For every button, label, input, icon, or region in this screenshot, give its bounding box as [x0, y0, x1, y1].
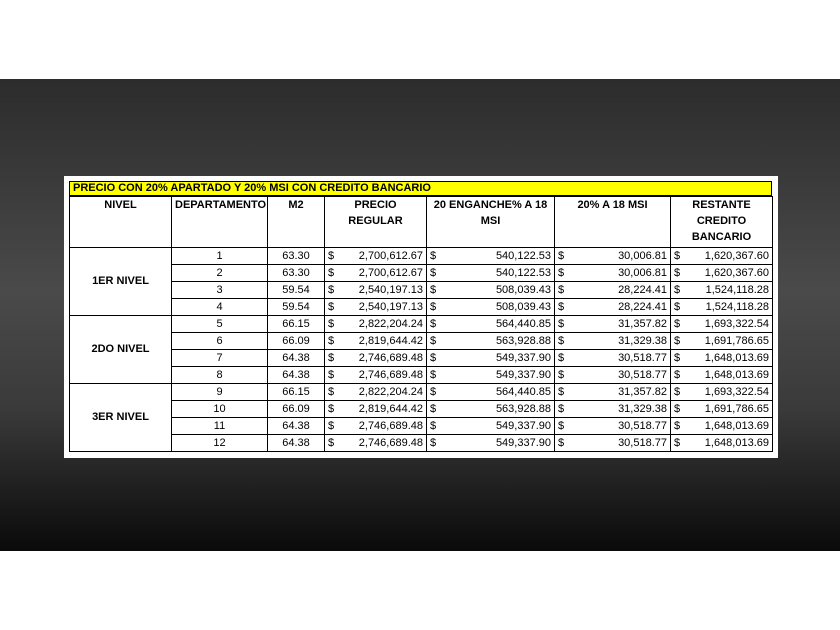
- amount-value: 1,648,013.69: [704, 436, 769, 449]
- amount-value: 2,700,612.67: [358, 266, 423, 279]
- currency-symbol: $: [558, 402, 565, 415]
- amount-value: 1,693,322.54: [704, 317, 769, 330]
- cell-restante: [671, 384, 773, 401]
- amount-value: 564,440.85: [495, 385, 551, 398]
- currency-symbol: $: [430, 419, 437, 432]
- currency-symbol: $: [674, 419, 681, 432]
- cell-m2: 66.09: [268, 401, 325, 418]
- amount-value: 549,337.90: [495, 368, 551, 381]
- amount-value: 1,648,013.69: [704, 351, 769, 364]
- cell-departamento: 3: [172, 282, 268, 299]
- cell-m2: 59.54: [268, 282, 325, 299]
- cell-m2: 59.54: [268, 299, 325, 316]
- currency-symbol: $: [430, 317, 437, 330]
- amount-value: 1,524,118.28: [705, 300, 769, 313]
- cell-m2: 66.15: [268, 316, 325, 333]
- currency-symbol: $: [430, 266, 437, 279]
- cell-departamento: 4: [172, 299, 268, 316]
- currency-symbol: $: [328, 368, 335, 381]
- table-row: [70, 248, 773, 265]
- cell-precio: [325, 265, 427, 282]
- amount-value: 1,691,786.65: [704, 402, 769, 415]
- currency-symbol: $: [430, 283, 437, 296]
- cell-precio: [325, 316, 427, 333]
- cell-precio: [325, 384, 427, 401]
- cell-msi: [555, 333, 671, 350]
- amount-value: 1,693,322.54: [704, 385, 769, 398]
- cell-enganche: [427, 384, 555, 401]
- currency-symbol: $: [328, 266, 335, 279]
- cell-msi: [555, 299, 671, 316]
- level-label: 2DO NIVEL: [70, 316, 172, 384]
- header-precio-regular: PRECIO REGULAR: [325, 197, 427, 248]
- cell-m2: 63.30: [268, 265, 325, 282]
- amount-value: 540,122.53: [495, 266, 551, 279]
- amount-value: 2,819,644.42: [358, 334, 423, 347]
- currency-symbol: $: [328, 300, 335, 313]
- table-row: [70, 367, 773, 384]
- cell-precio: [325, 299, 427, 316]
- amount-value: 549,337.90: [495, 436, 551, 449]
- cell-departamento: 1: [172, 248, 268, 265]
- amount-value: 549,337.90: [495, 351, 551, 364]
- amount-value: 2,746,689.48: [358, 419, 423, 432]
- cell-m2: 66.09: [268, 333, 325, 350]
- amount-value: 540,122.53: [495, 249, 551, 262]
- price-table: [69, 196, 773, 452]
- amount-value: 30,006.81: [618, 266, 667, 279]
- cell-precio: [325, 282, 427, 299]
- amount-value: 563,928.88: [495, 334, 551, 347]
- amount-value: 30,518.77: [618, 436, 667, 449]
- amount-value: 28,224.41: [618, 283, 667, 296]
- cell-departamento: 12: [172, 435, 268, 452]
- currency-symbol: $: [674, 317, 681, 330]
- cell-msi: [555, 282, 671, 299]
- cell-precio: [325, 367, 427, 384]
- header-departamento: DEPARTAMENTO: [172, 197, 268, 248]
- table-row: [70, 418, 773, 435]
- currency-symbol: $: [674, 249, 681, 262]
- currency-symbol: $: [558, 351, 565, 364]
- header-m2: M2: [268, 197, 325, 248]
- amount-value: 30,518.77: [618, 419, 667, 432]
- level-label: 3ER NIVEL: [70, 384, 172, 452]
- table-row: [70, 350, 773, 367]
- cell-restante: [671, 282, 773, 299]
- amount-value: 2,540,197.13: [358, 283, 423, 296]
- table-body: [70, 248, 773, 452]
- currency-symbol: $: [430, 249, 437, 262]
- cell-msi: [555, 401, 671, 418]
- amount-value: 1,620,367.60: [704, 266, 769, 279]
- cell-m2: 63.30: [268, 248, 325, 265]
- table-row: [70, 333, 773, 350]
- currency-symbol: $: [328, 249, 335, 262]
- header-nivel: NIVEL: [70, 197, 172, 248]
- cell-msi: [555, 367, 671, 384]
- currency-symbol: $: [674, 283, 681, 296]
- cell-restante: [671, 401, 773, 418]
- cell-departamento: 11: [172, 418, 268, 435]
- amount-value: 28,224.41: [618, 300, 667, 313]
- currency-symbol: $: [328, 334, 335, 347]
- amount-value: 2,822,204.24: [358, 317, 423, 330]
- currency-symbol: $: [328, 419, 335, 432]
- currency-symbol: $: [558, 317, 565, 330]
- currency-symbol: $: [430, 385, 437, 398]
- cell-precio: [325, 350, 427, 367]
- cell-enganche: [427, 299, 555, 316]
- cell-restante: [671, 350, 773, 367]
- table-row: [70, 316, 773, 333]
- cell-msi: [555, 265, 671, 282]
- cell-enganche: [427, 316, 555, 333]
- table-banner-title: PRECIO CON 20% APARTADO Y 20% MSI CON CREDITO BANCARIO: [69, 181, 772, 196]
- cell-restante: [671, 418, 773, 435]
- cell-enganche: [427, 265, 555, 282]
- currency-symbol: $: [430, 334, 437, 347]
- cell-enganche: [427, 248, 555, 265]
- cell-msi: [555, 384, 671, 401]
- cell-m2: 64.38: [268, 418, 325, 435]
- amount-value: 1,648,013.69: [704, 419, 769, 432]
- table-row: [70, 384, 773, 401]
- currency-symbol: $: [430, 351, 437, 364]
- table-row: [70, 265, 773, 282]
- cell-departamento: 2: [172, 265, 268, 282]
- currency-symbol: $: [674, 300, 681, 313]
- amount-value: 1,691,786.65: [704, 334, 769, 347]
- currency-symbol: $: [328, 283, 335, 296]
- cell-restante: [671, 248, 773, 265]
- cell-restante: [671, 435, 773, 452]
- header-row: [70, 197, 773, 248]
- cell-msi: [555, 316, 671, 333]
- amount-value: 1,524,118.28: [705, 283, 769, 296]
- amount-value: 563,928.88: [495, 402, 551, 415]
- currency-symbol: $: [674, 351, 681, 364]
- currency-symbol: $: [558, 300, 565, 313]
- currency-symbol: $: [328, 351, 335, 364]
- amount-value: 549,337.90: [495, 419, 551, 432]
- amount-value: 1,648,013.69: [704, 368, 769, 381]
- header-msi: 20% A 18 MSI: [555, 197, 671, 248]
- cell-departamento: 7: [172, 350, 268, 367]
- cell-departamento: 5: [172, 316, 268, 333]
- currency-symbol: $: [328, 436, 335, 449]
- header-restante: RESTANTE CREDITO BANCARIO: [671, 197, 773, 248]
- currency-symbol: $: [674, 334, 681, 347]
- amount-value: 2,746,689.48: [358, 351, 423, 364]
- currency-symbol: $: [674, 266, 681, 279]
- cell-departamento: 10: [172, 401, 268, 418]
- amount-value: 2,746,689.48: [358, 368, 423, 381]
- amount-value: 1,620,367.60: [704, 249, 769, 262]
- currency-symbol: $: [430, 300, 437, 313]
- currency-symbol: $: [674, 436, 681, 449]
- currency-symbol: $: [558, 368, 565, 381]
- amount-value: 30,518.77: [618, 368, 667, 381]
- cell-precio: [325, 248, 427, 265]
- amount-value: 508,039.43: [495, 283, 551, 296]
- currency-symbol: $: [328, 402, 335, 415]
- amount-value: 30,006.81: [618, 249, 667, 262]
- table-row: [70, 401, 773, 418]
- currency-symbol: $: [558, 266, 565, 279]
- cell-restante: [671, 333, 773, 350]
- amount-value: 2,822,204.24: [358, 385, 423, 398]
- amount-value: 31,329.38: [618, 402, 667, 415]
- cell-precio: [325, 333, 427, 350]
- cell-enganche: [427, 401, 555, 418]
- currency-symbol: $: [674, 402, 681, 415]
- cell-msi: [555, 248, 671, 265]
- cell-precio: [325, 401, 427, 418]
- cell-departamento: 9: [172, 384, 268, 401]
- cell-m2: 64.38: [268, 350, 325, 367]
- currency-symbol: $: [558, 283, 565, 296]
- cell-enganche: [427, 350, 555, 367]
- amount-value: 2,700,612.67: [358, 249, 423, 262]
- cell-m2: 64.38: [268, 435, 325, 452]
- currency-symbol: $: [328, 317, 335, 330]
- currency-symbol: $: [558, 249, 565, 262]
- cell-precio: [325, 435, 427, 452]
- cell-departamento: 8: [172, 367, 268, 384]
- currency-symbol: $: [558, 385, 565, 398]
- currency-symbol: $: [558, 334, 565, 347]
- currency-symbol: $: [430, 436, 437, 449]
- price-sheet: [64, 176, 778, 458]
- amount-value: 2,746,689.48: [358, 436, 423, 449]
- cell-restante: [671, 367, 773, 384]
- currency-symbol: $: [430, 368, 437, 381]
- table-row: [70, 282, 773, 299]
- amount-value: 31,329.38: [618, 334, 667, 347]
- cell-enganche: [427, 435, 555, 452]
- cell-restante: [671, 299, 773, 316]
- currency-symbol: $: [674, 368, 681, 381]
- table-row: [70, 435, 773, 452]
- amount-value: 31,357.82: [618, 317, 667, 330]
- cell-restante: [671, 265, 773, 282]
- cell-enganche: [427, 333, 555, 350]
- currency-symbol: $: [328, 385, 335, 398]
- amount-value: 2,540,197.13: [358, 300, 423, 313]
- cell-enganche: [427, 418, 555, 435]
- amount-value: 2,819,644.42: [358, 402, 423, 415]
- cell-enganche: [427, 282, 555, 299]
- cell-precio: [325, 418, 427, 435]
- cell-msi: [555, 435, 671, 452]
- level-label: 1ER NIVEL: [70, 248, 172, 316]
- cell-departamento: 6: [172, 333, 268, 350]
- cell-m2: 64.38: [268, 367, 325, 384]
- currency-symbol: $: [558, 436, 565, 449]
- amount-value: 564,440.85: [495, 317, 551, 330]
- currency-symbol: $: [674, 385, 681, 398]
- currency-symbol: $: [430, 402, 437, 415]
- header-enganche: 20 ENGANCHE% A 18 MSI: [427, 197, 555, 248]
- cell-restante: [671, 316, 773, 333]
- cell-m2: 66.15: [268, 384, 325, 401]
- amount-value: 508,039.43: [495, 300, 551, 313]
- cell-msi: [555, 418, 671, 435]
- table-row: [70, 299, 773, 316]
- amount-value: 30,518.77: [618, 351, 667, 364]
- currency-symbol: $: [558, 419, 565, 432]
- amount-value: 31,357.82: [618, 385, 667, 398]
- cell-msi: [555, 350, 671, 367]
- cell-enganche: [427, 367, 555, 384]
